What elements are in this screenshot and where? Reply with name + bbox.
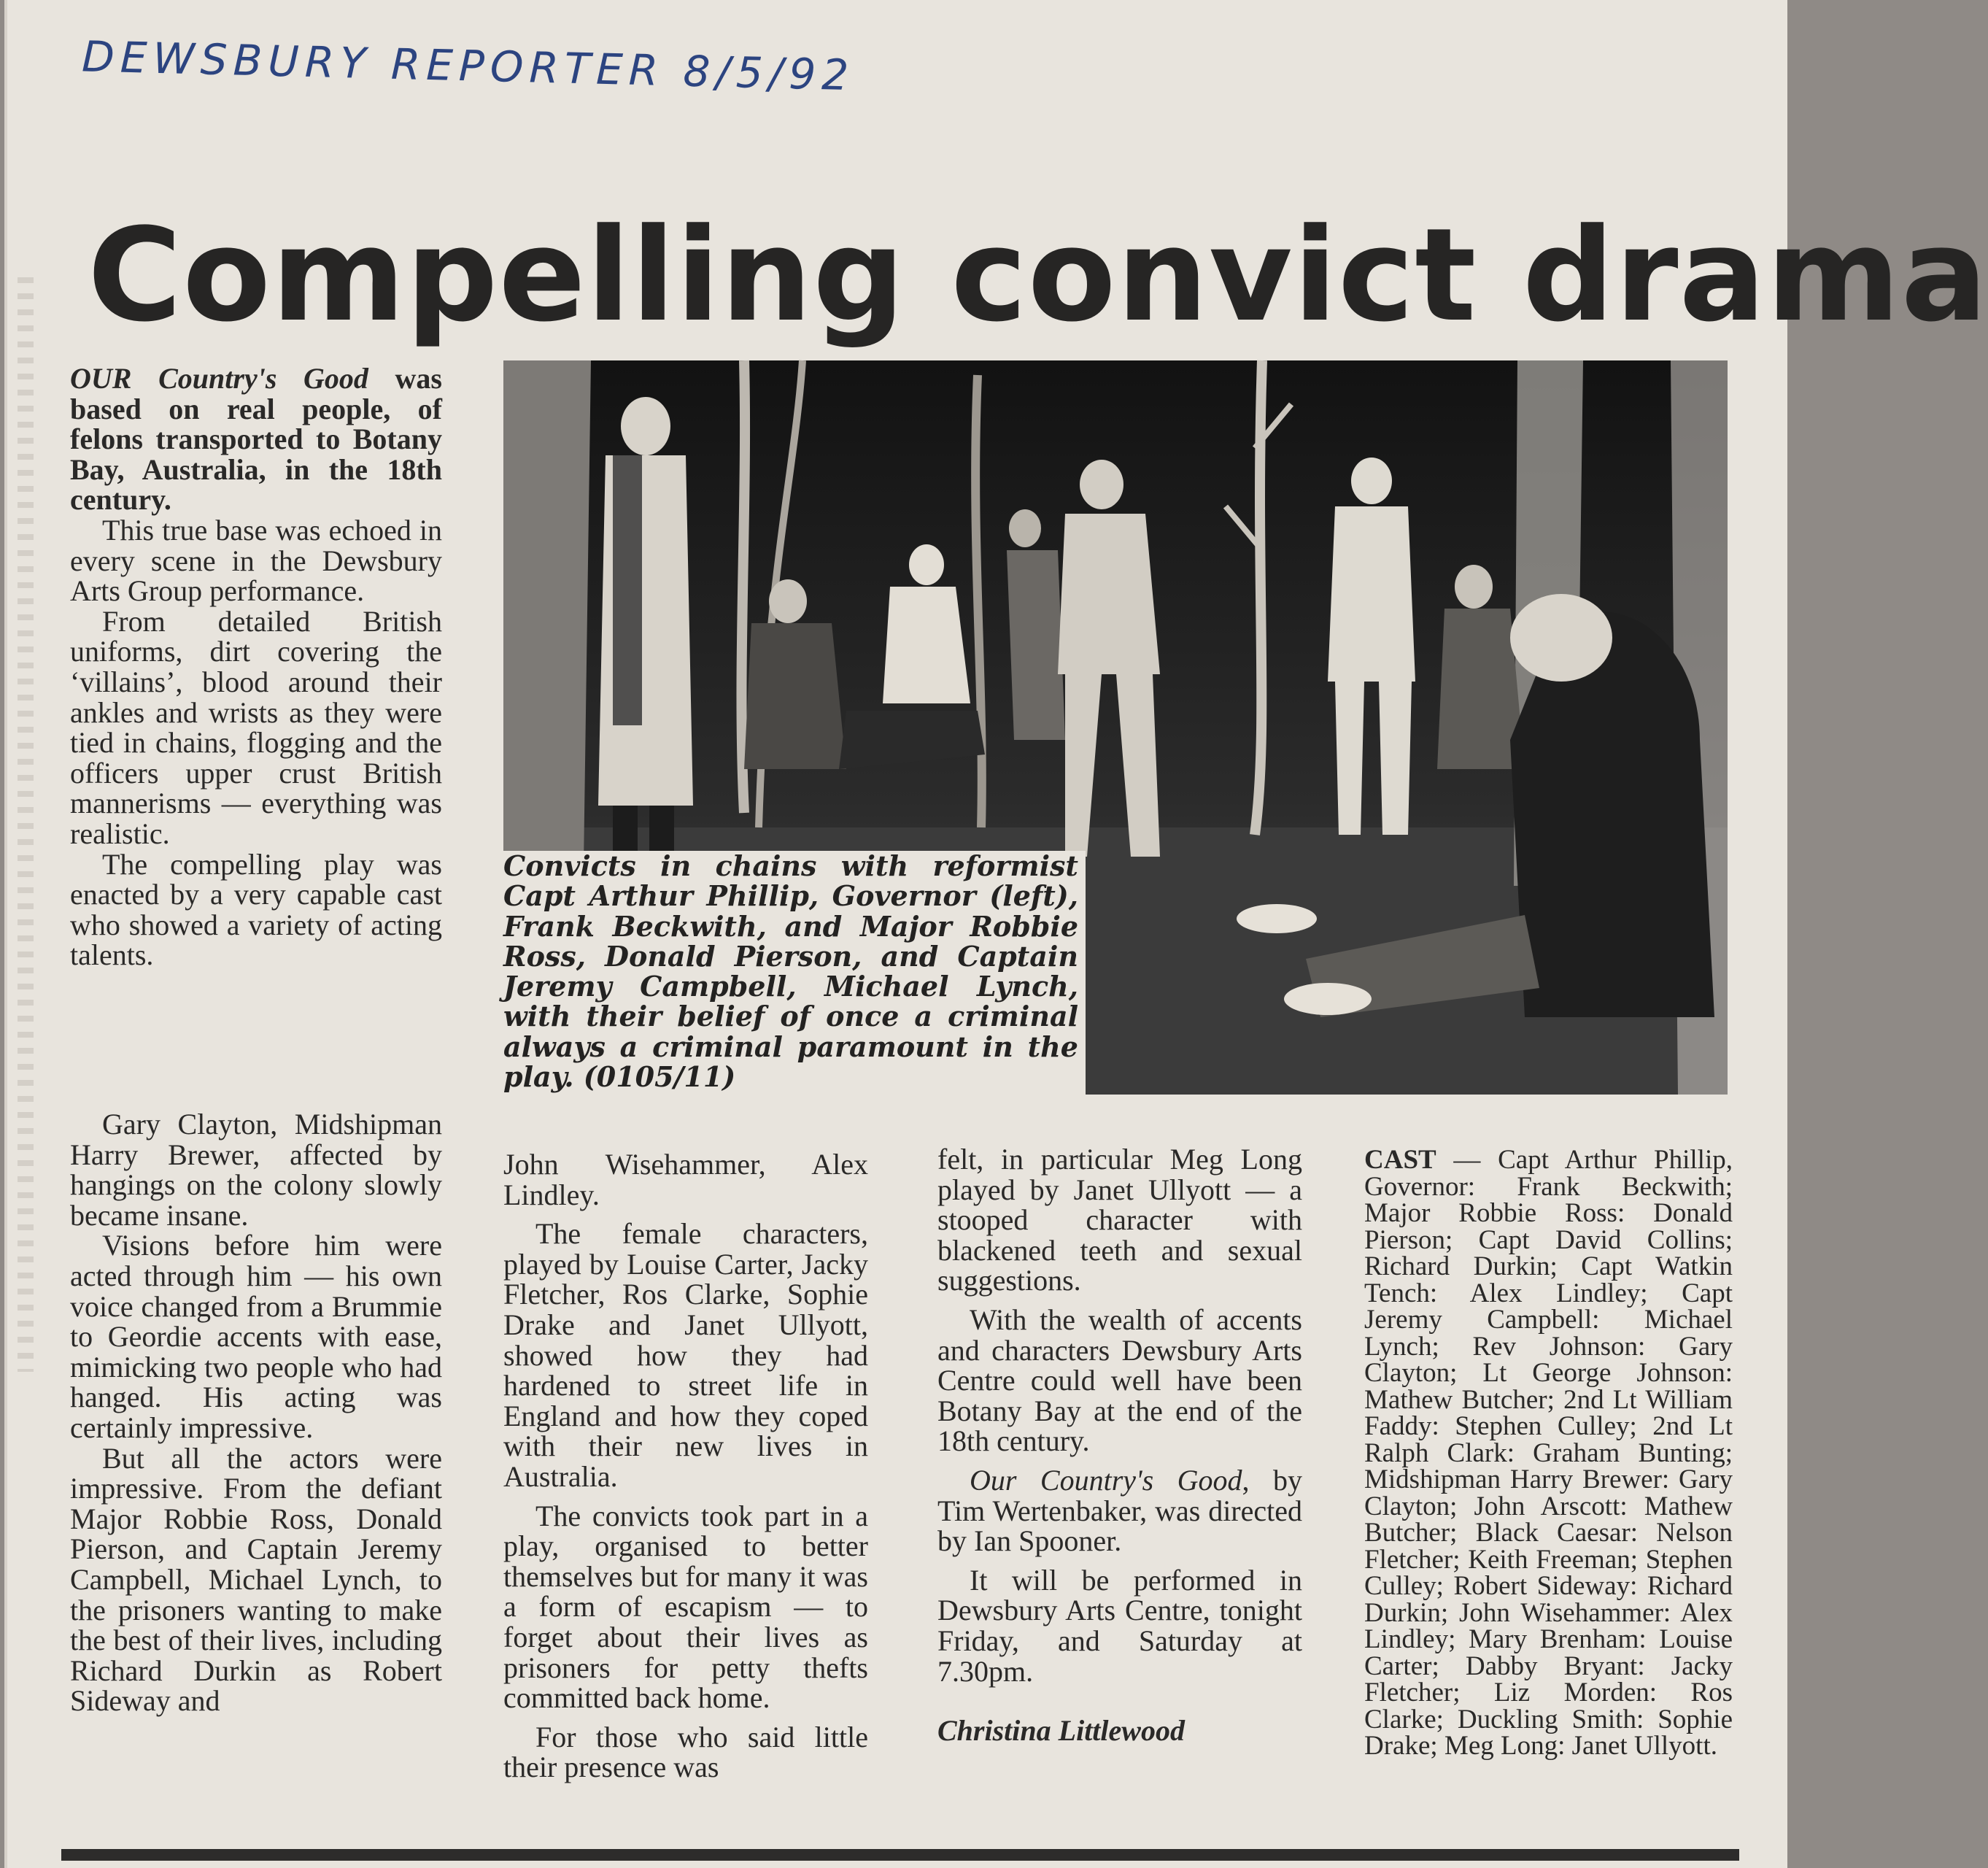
- paragraph: This true base was echoed in every scene in the Dewsbury Arts Group performance.: [70, 513, 442, 608]
- play-title: OUR Country's Good: [70, 362, 368, 395]
- paragraph: Visions before him were acted through him — his own voice changed from a Brummie to Geordie accents with ease, mimicking two people who had hanged. His acting was certainly impressive.: [70, 1229, 442, 1444]
- credit-paragraph: [937, 1465, 1302, 1556]
- intro-paragraph: [70, 363, 442, 515]
- play-title: Our Country's Good: [970, 1463, 1242, 1497]
- article-column-1-lower: [70, 1109, 442, 1716]
- paragraph: From detailed British uniforms, dirt covering the ‘villains’, blood around their ankles and wrists as they were tied in chains, flogging and the officers upper crust British mannerisms — everything was realistic.: [70, 604, 442, 850]
- article-column-1: [70, 363, 442, 970]
- headline: Compelling convict drama: [88, 201, 1988, 350]
- paragraph: felt, in particular Meg Long played by Janet Ullyott — a stooped character with blackened teeth and sexual suggestions.: [937, 1143, 1302, 1297]
- paragraph: But all the actors were impressive. From the defiant Major Robbie Ross, Donald Pierson, and Captain Jeremy Campbell, Michael Lynch, to the prisoners wanting to make the best of their lives, including Richard Durkin as Robert Sideway and: [70, 1441, 442, 1718]
- cast-paragraph: [1364, 1147, 1733, 1760]
- bottom-rule: [61, 1849, 1739, 1861]
- handwritten-source-note: DEWSBURY REPORTER 8/5/92: [81, 31, 855, 101]
- paragraph: It will be performed in Dewsbury Arts Centre, tonight Friday, and Saturday at 7.30pm.: [937, 1563, 1302, 1688]
- paragraph: The convicts took part in a play, organised to better themselves but for many it was a form of escapism — to forget about their lives as prisoners for petty thefts committed back home.: [503, 1499, 868, 1715]
- paragraph: With the wealth of accents and characters Dewsbury Arts Centre could well have been Botany Bay at the end of the 18th century.: [937, 1302, 1302, 1458]
- torn-edge: [18, 277, 34, 1372]
- byline: Christina Littlewood: [937, 1714, 1185, 1748]
- paragraph: For those who said little their presence was: [503, 1720, 868, 1784]
- photo-caption: Convicts in chains with reformist Capt Arthur Phillip, Governor (left), Frank Beckwith, and Major Robbie Ross, Donald Pierson, and Captain Jeremy Campbell, Michael Lynch, with their belief of once a criminal always a criminal paramount in the play. (0105/11): [503, 851, 1086, 1095]
- cast-text: — Capt Arthur Phillip, Governor: Frank Beckwith; Major Robbie Ross: Donald Pierson; Capt David Collins; Richard Durkin; Capt Watkin Tench: Alex Lindley; Capt Jeremy Campbell: Michael Lynch; Rev Johnson: Gary Clayton; Lt George Johnson: Mathew Butcher; 2nd Lt William Faddy: Stephen Culley; 2nd Lt Ralph Clark: Graham Bunting; Midshipman Harry Brewer: Gary Clayton; John Arscott: Mathew Butcher; Black Caesar: Nelson Fletcher; Keith Freeman; Stephen Culley; Robert Sideway: Richard Durkin; John Wisehammer: Alex Lindley; Mary Brenham: Louise Carter; Dabby Bryant: Jacky Fletcher; Liz Morden: Ros Clarke; Duckling Smith: Sophie Drake; Meg Long: Janet Ullyott.: [1364, 1145, 1733, 1761]
- paragraph: John Wisehammer, Alex Lindley.: [503, 1148, 868, 1211]
- article-column-2: [503, 1149, 868, 1783]
- paragraph: Gary Clayton, Midshipman Harry Brewer, affected by hangings on the colony slowly became insane.: [70, 1108, 442, 1232]
- cast-label: CAST: [1364, 1145, 1436, 1175]
- credit-text: , by Tim Wertenbaker, was directed by Ian Spooner.: [937, 1463, 1303, 1558]
- paragraph: The compelling play was enacted by a very capable cast who showed a variety of acting talents.: [70, 847, 442, 972]
- intro-text: was based on real people, of felons transported to Botany Bay, Australia, in the 18th century.: [70, 362, 442, 517]
- article-column-3: [937, 1144, 1302, 1746]
- paragraph: The female characters, played by Louise Carter, Jacky Fletcher, Ros Clarke, Sophie Drake and Janet Ullyott, showed how they had hardened to street life in England and how they coped with their new lives in Australia.: [503, 1217, 868, 1493]
- cast-list: [1364, 1147, 1733, 1760]
